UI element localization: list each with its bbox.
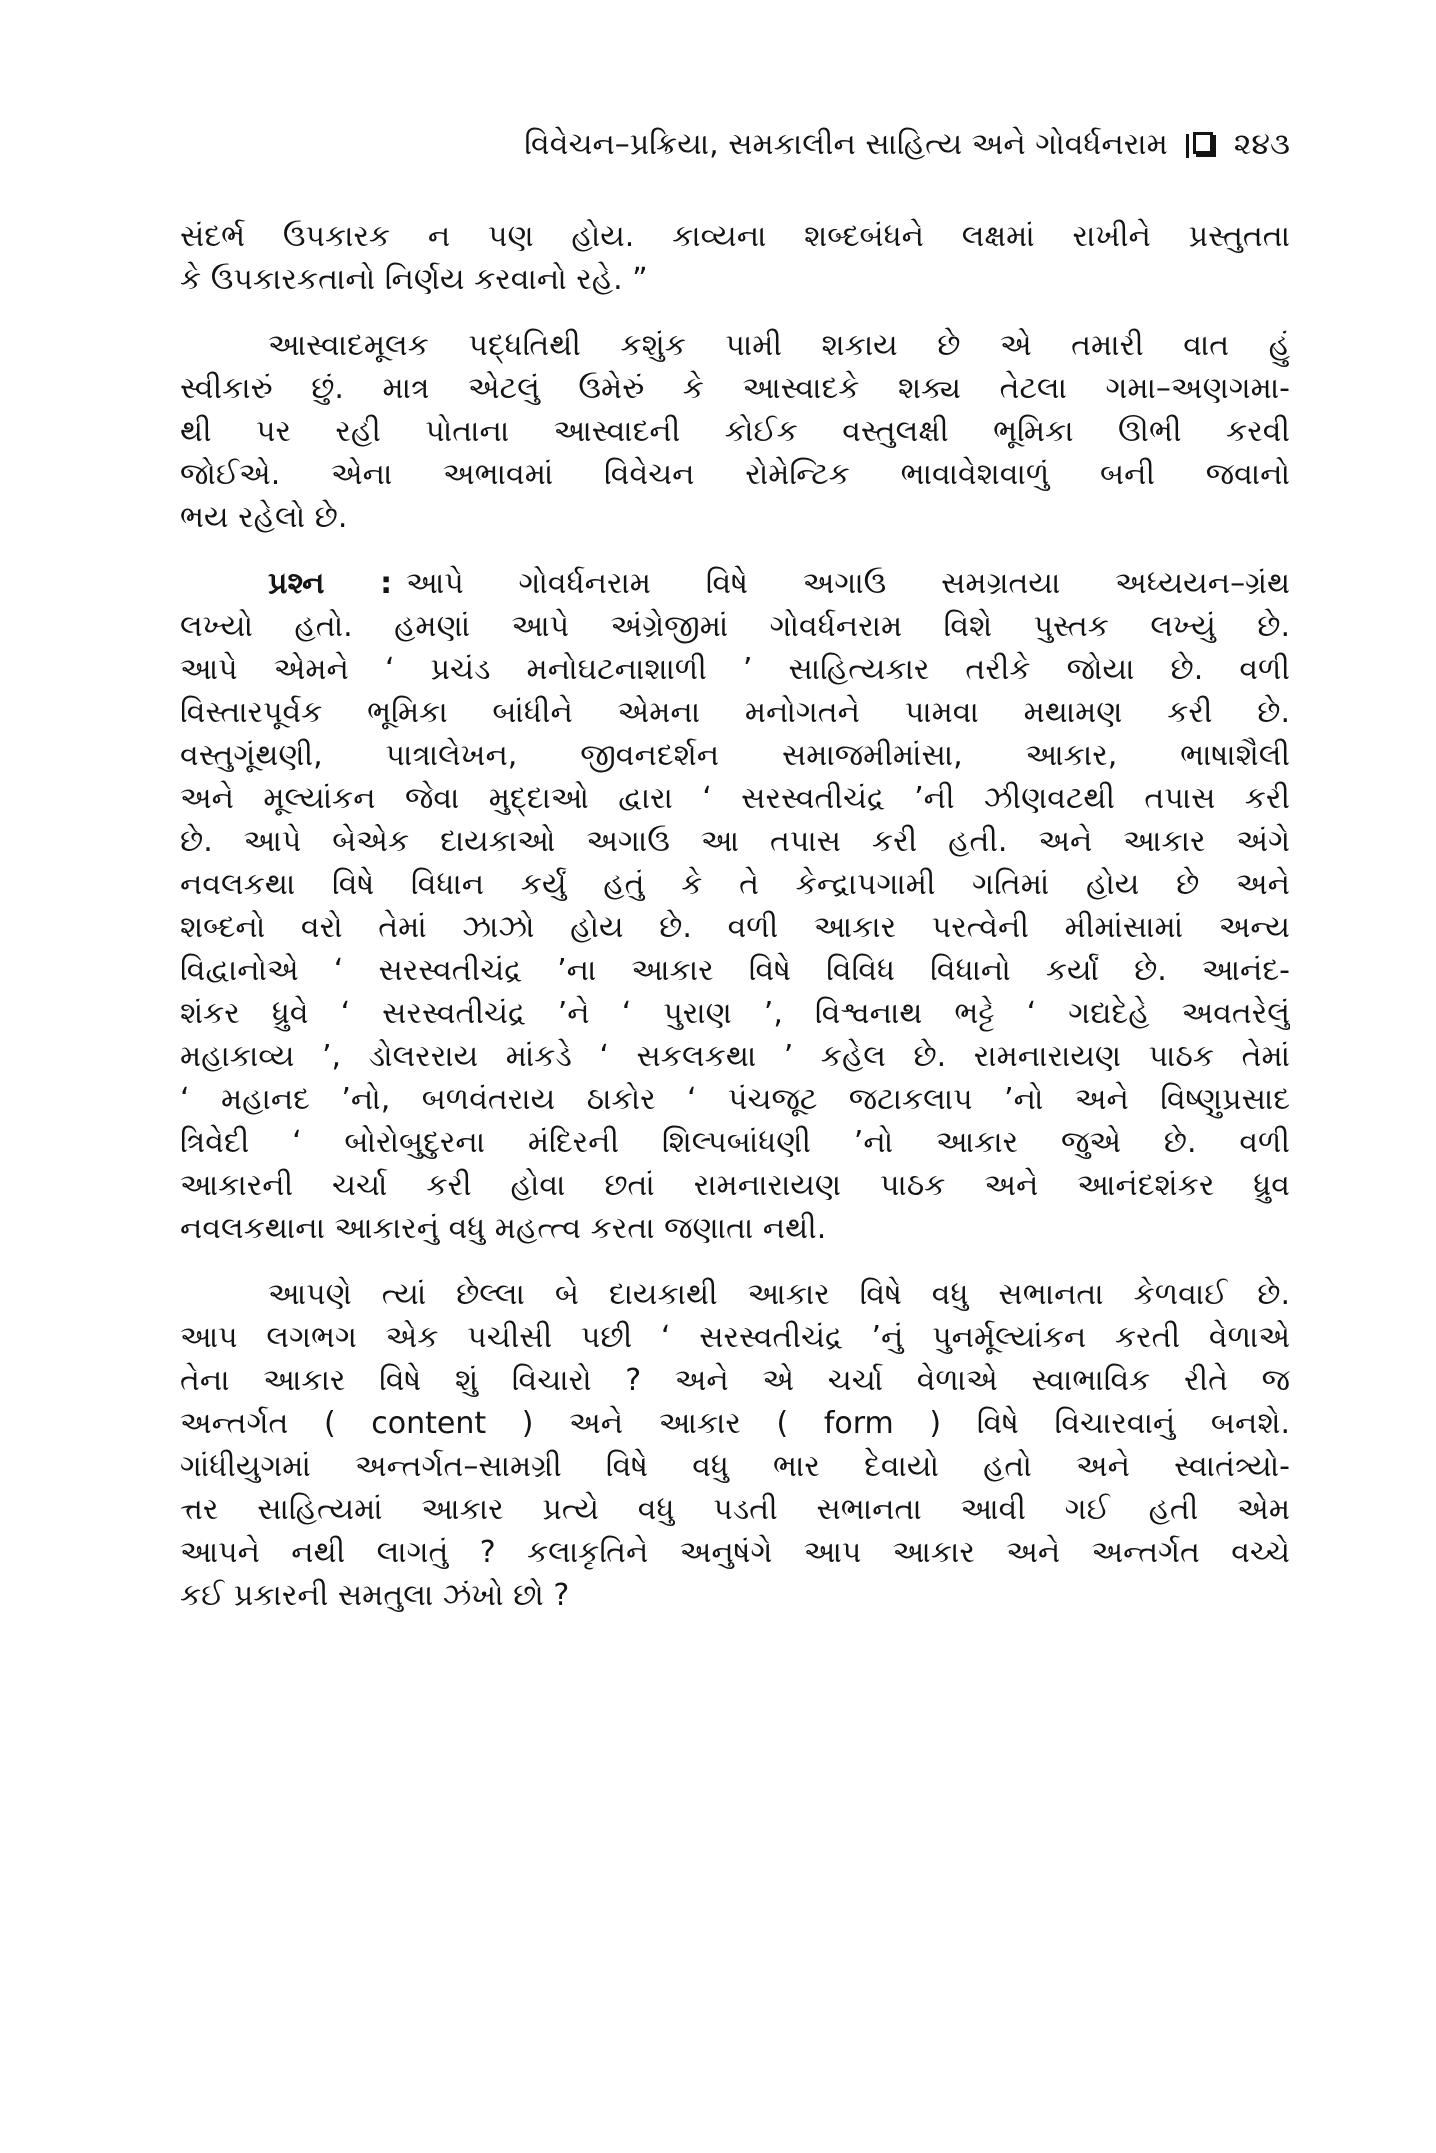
text-line: આકારની ચર્ચા કરી હોવા છતાં રામનારાયણ પાઠક અને આનંદશંકર ધ્રુવ bbox=[180, 1168, 1290, 1203]
text-line: આસ્વાદમૂલક પદ્ધતિથી કશુંક પામી શકાય છે એ તમારી વાત હું bbox=[268, 328, 1290, 363]
text-line: શબ્દનો વરો તેમાં ઝાઝો હોય છે. વળી આકાર પરત્વેની મીમાંસામાં અન્ય bbox=[180, 910, 1290, 945]
text-line: થી પર રહી પોતાના આસ્વાદની કોઈક વસ્તુલક્ષી ભૂમિકા ઊભી કરવી bbox=[180, 414, 1290, 449]
paragraph bbox=[180, 1273, 1290, 1617]
text-line: છે. આપે બેએક દાયકાઓ અગાઉ આ તપાસ કરી હતી. અને આકાર અંગે bbox=[180, 824, 1290, 859]
text-line: નવલકથા વિષે વિધાન કર્યું હતું કે તે કેન્દ્રાપગામી ગતિમાં હોય છે અને bbox=[180, 867, 1290, 902]
text-line: નવલકથાના આકારનું વધુ મહત્ત્વ કરતા જણાતા નથી. bbox=[180, 1211, 827, 1246]
text-line bbox=[180, 562, 1290, 605]
text-line: ત્રિવેદી ‘ બોરોબુદુરના મંદિરની શિલ્પબાંધણી ’નો આકાર જુએ છે. વળી bbox=[180, 1125, 1290, 1160]
text-line: સ્વીકારું છું. માત્ર એટલું ઉમેરું કે આસ્વાદકે શક્ય તેટલા ગમા–અણગમા- bbox=[180, 371, 1290, 406]
text-line: આપને નથી લાગતું ? કલાકૃતિને અનુષંગે આપ આકાર અને અન્તર્ગત વચ્ચે bbox=[180, 1535, 1290, 1570]
text-line: અન્તર્ગત ( content ) અને આકાર ( form ) વિષે વિચારવાનું બનશે. bbox=[180, 1406, 1290, 1441]
text-line: આપ લગભગ એક પચીસી પછી ‘ સરસ્વતીચંદ્ર ’નું પુનર્મૂલ્યાંકન કરતી વેળાએ bbox=[180, 1320, 1290, 1355]
text-line: ગાંધીયુગમાં અન્તર્ગત–સામગ્રી વિષે વધુ ભાર દેવાયો હતો અને સ્વાતંત્ર્યો- bbox=[180, 1449, 1290, 1484]
text-line: ત્તર સાહિત્યમાં આકાર પ્રત્યે વધુ પડતી સભાનતા આવી ગઈ હતી એમ bbox=[180, 1492, 1290, 1527]
text-line: લખ્યો હતો. હમણાં આપે અંગ્રેજીમાં ગોવર્ધનરામ વિશે પુસ્તક લખ્યું છે. bbox=[180, 609, 1290, 644]
text-line: ‘ મહાનદ ’નો, બળવંતરાય ઠાકોર ‘ પંચજૂટ જટાકલાપ ’નો અને વિષ્ણુપ્રસાદ bbox=[180, 1082, 1290, 1117]
paragraph bbox=[180, 324, 1290, 539]
text-span: આપે ગોવર્ધનરામ વિષે અગાઉ સમગ્રતયા અધ્યયન–ગ્રંથ bbox=[406, 566, 1290, 601]
text-line: વસ્તુગૂંથણી, પાત્રાલેખન, જીવનદર્શન સમાજમીમાંસા, આકાર, ભાષાશૈલી bbox=[180, 738, 1290, 773]
text-line: કઈ પ્રકારની સમતુલા ઝંખો છો ? bbox=[180, 1578, 570, 1613]
text-line: જોઈએ. એના અભાવમાં વિવેચન રોમેન્ટિક ભાવાવેશવાળું બની જવાનો bbox=[180, 457, 1290, 492]
text-line: તેના આકાર વિષે શું વિચારો ? અને એ ચર્ચા વેળાએ સ્વાભાવિક રીતે જ bbox=[180, 1363, 1290, 1398]
text-line: અને મૂલ્યાંકન જેવા મુદ્દાઓ દ્વારા ‘ સરસ્વતીચંદ્ર ’ની ઝીણવટથી તપાસ કરી bbox=[180, 781, 1290, 816]
page-number: ૨૪૩ bbox=[1233, 127, 1290, 162]
running-head bbox=[300, 122, 1290, 168]
text-line: મહાકાવ્ય ’, ડોલરરાય માંકડે ‘ સકલકથા ’ કહેલ છે. રામનારાયણ પાઠક તેમાં bbox=[180, 1039, 1290, 1074]
text-line: આપણે ત્યાં છેલ્લા બે દાયકાથી આકાર વિષે વધુ સભાનતા કેળવાઈ છે. bbox=[268, 1277, 1290, 1312]
paragraph-continued bbox=[180, 215, 1290, 301]
question-paragraph bbox=[180, 562, 1290, 1250]
text-line: વિદ્વાનોએ ‘ સરસ્વતીચંદ્ર ’ના આકાર વિષે વિવિધ વિધાનો કર્યાં છે. આનંદ- bbox=[180, 953, 1290, 988]
text-line: સંદર્ભ ઉપકારક ન પણ હોય. કાવ્યના શબ્દબંધને લક્ષમાં રાખીને પ્રસ્તુતતા bbox=[180, 219, 1290, 254]
body-text bbox=[180, 215, 1290, 1640]
text-line: કે ઉપકારકતાનો નિર્ણય કરવાનો રહે. ” bbox=[180, 262, 648, 297]
text-line: વિસ્તારપૂર્વક ભૂમિકા બાંધીને એમના મનોગતને પામવા મથામણ કરી છે. bbox=[180, 695, 1290, 730]
running-head-title: વિવેચન–પ્રક્રિયા, સમકાલીન સાહિત્ય અને ગોવર્ધનરામ bbox=[524, 127, 1168, 162]
text-line: ભય રહેલો છે. bbox=[180, 500, 348, 535]
text-line: શંકર ધ્રુવે ‘ સરસ્વતીચંદ્ર ’ને ‘ પુરાણ ’, વિશ્વનાથ ભટ્ટે ‘ ગદ્યદેહે અવતરેલું bbox=[180, 996, 1290, 1031]
text-line: આપે એમને ‘ પ્રચંડ મનોઘટનાશાળી ’ સાહિત્યકાર તરીકે જોયા છે. વળી bbox=[180, 652, 1290, 687]
question-label: પ્રશ્ન : bbox=[268, 566, 393, 601]
boxed-square-ornament-icon bbox=[1186, 130, 1216, 160]
